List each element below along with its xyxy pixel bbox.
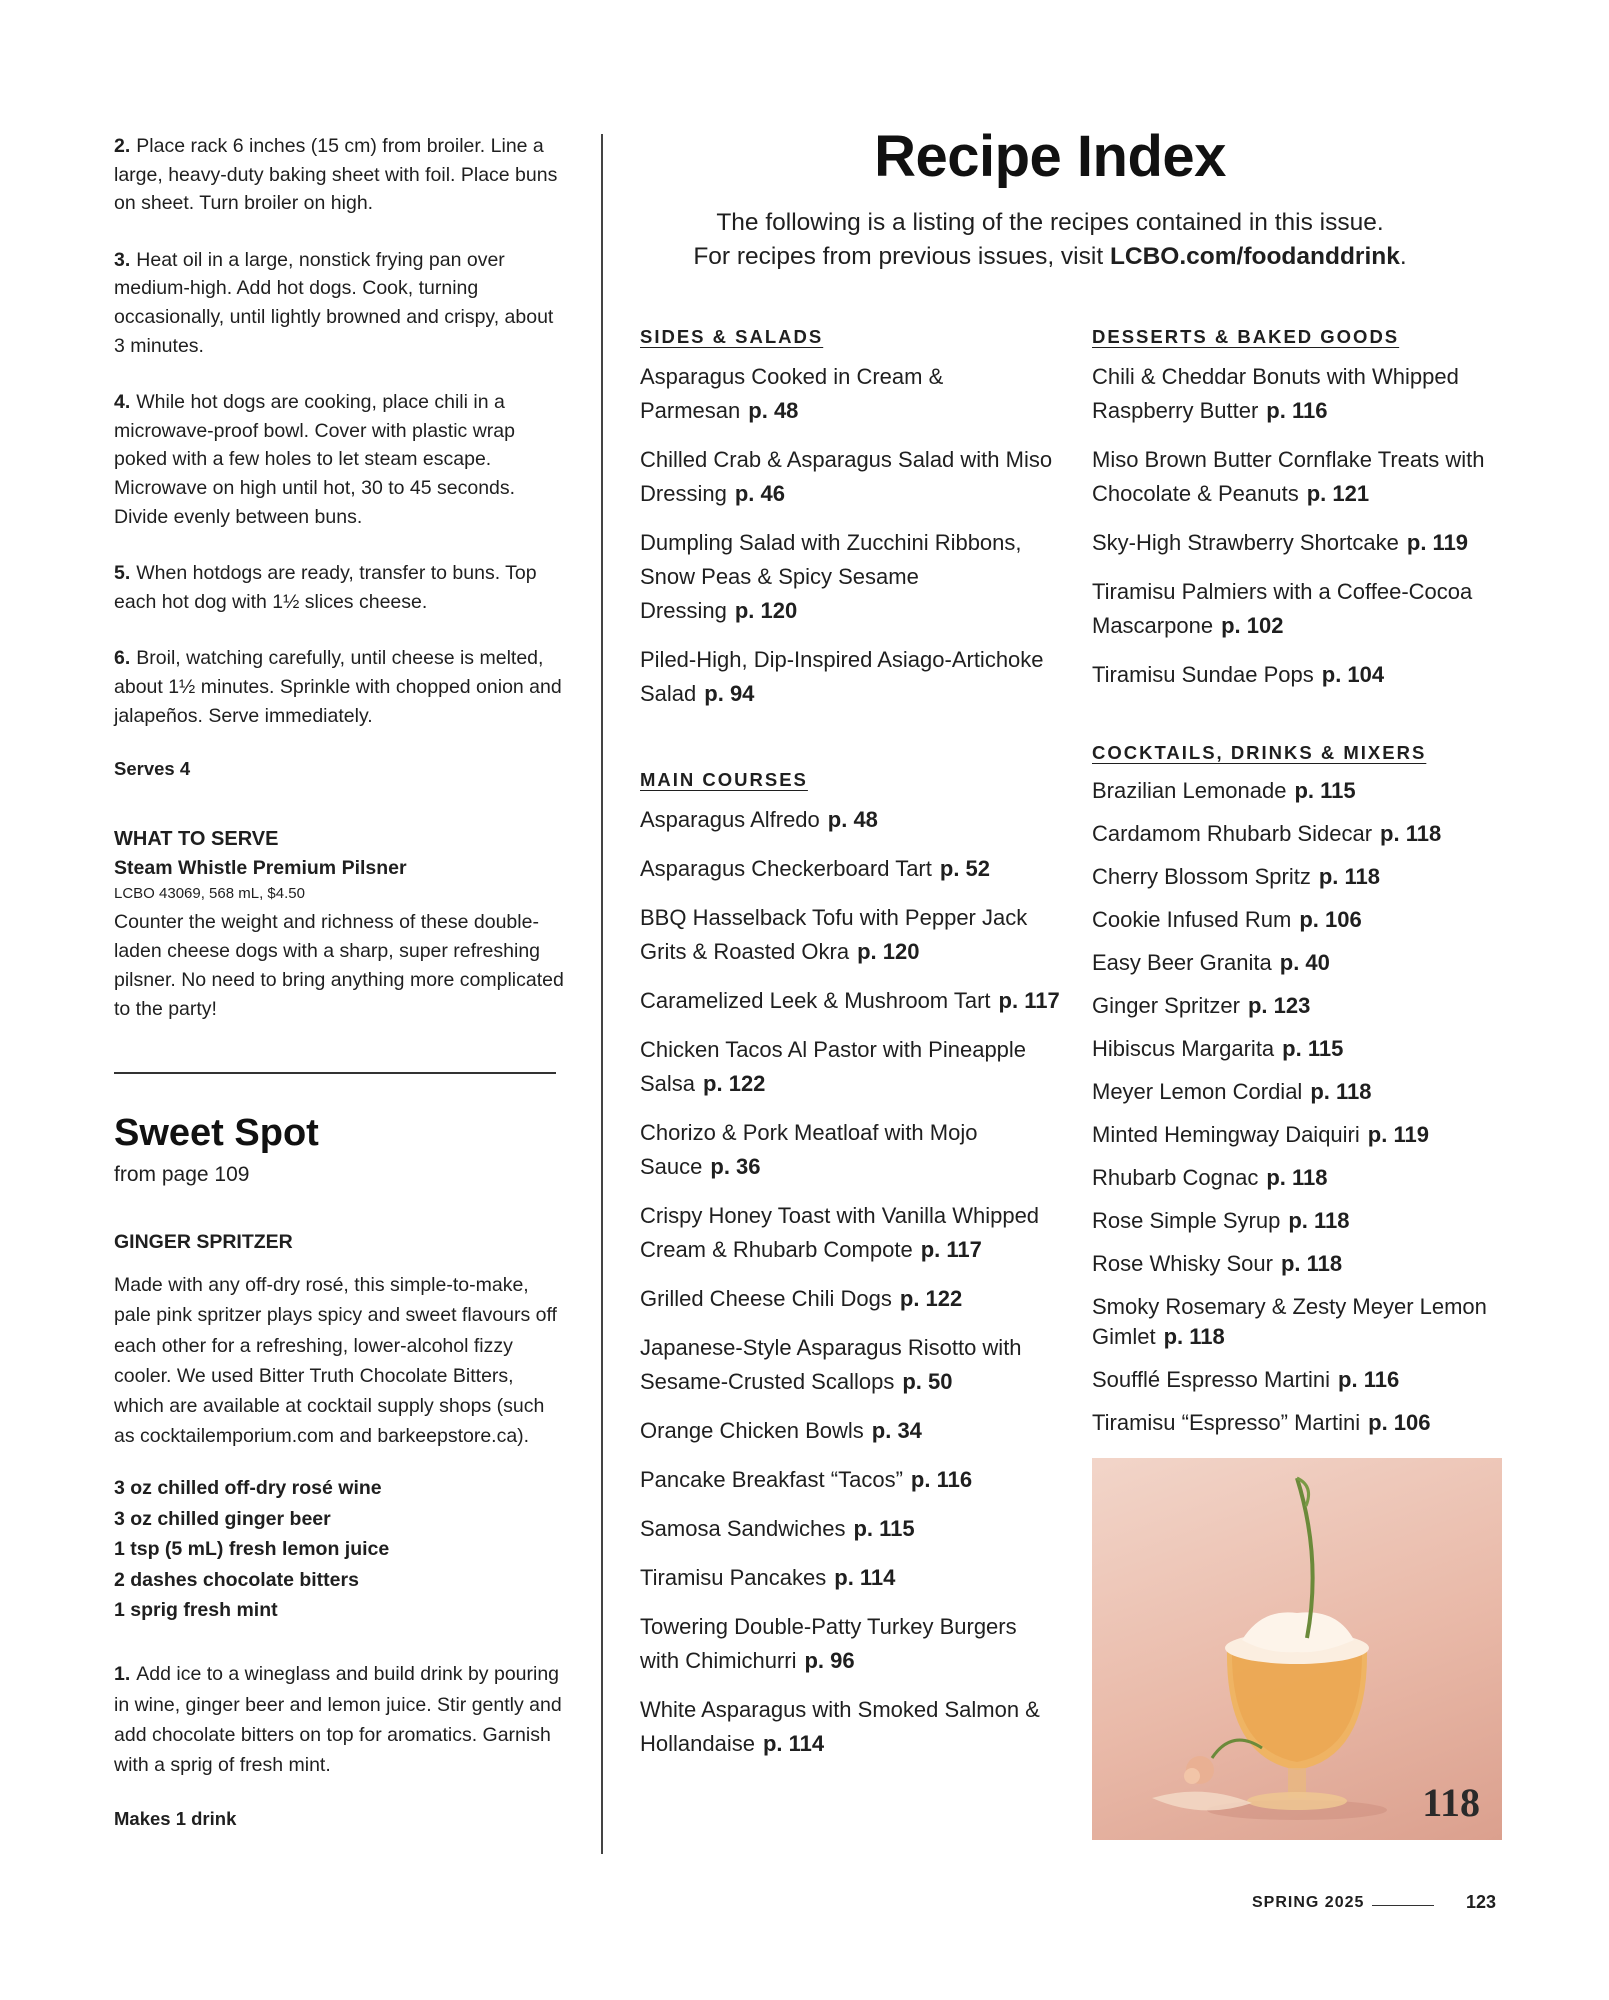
entry-page: p. 36 [710,1154,761,1179]
index-entry [1092,1292,1512,1352]
entry-name: Asparagus Checkerboard Tart [640,856,932,881]
wine-pairing-meta: LCBO 43069, 568 mL, $4.50 [114,885,305,903]
section-heading: DESSERTS & BAKED GOODS [1092,326,1400,347]
entry-name: Orange Chicken Bowls [640,1418,864,1443]
entry-name: BBQ Hasselback Tofu with Pepper Jack Grits & Roasted Okra [640,905,1028,964]
entry-page: p. 114 [834,1565,896,1590]
wine-pairing-description: Counter the weight and richness of these double-laden cheese dogs with a sharp, super refreshing pilsner. No need to bring anything more complicated to the party! [114,911,564,1021]
index-entry [640,1512,1060,1546]
entry-page: p. 117 [998,988,1060,1013]
entry-page: p. 52 [939,856,991,881]
recipe-continuation-column [114,132,564,1830]
ginger-spritzer-step [114,1659,564,1780]
footer-rule [1372,1905,1434,1906]
entry-name: Ginger Spritzer [1092,993,1240,1018]
entry-name: Asparagus Alfredo [640,807,820,832]
entry-page: p. 116 [1338,1367,1400,1392]
recipe-index-title: Recipe Index [874,124,1226,189]
ingredient: 3 oz chilled ginger beer [114,1507,331,1530]
method-step [114,388,564,531]
ingredient: 1 tsp (5 mL) fresh lemon juice [114,1538,390,1561]
page-reference-label: 118 [1422,1780,1480,1825]
index-entry [1092,1365,1512,1395]
index-entry [1092,1077,1512,1107]
step-text: Place rack 6 inches (15 cm) from broiler. Line a large, heavy-duty baking sheet with foil. Place buns on sheet. Turn broiler on high. [114,135,558,215]
entry-page: p. 122 [703,1071,766,1096]
entry-name: Brazilian Lemonade [1092,778,1287,803]
ginger-spritzer-description: Made with any off-dry rosé, this simple-to-make, pale pink spritzer plays spicy and sweet flavours off each other for a refreshing, lower-alcohol fizzy cooler. We used Bitter Truth Chocolate Bitters, which are available at cocktail supply shops (such as cocktailemporium.com and barkeepstore.ca). [114,1274,557,1448]
section-heading: COCKTAILS, DRINKS & MIXERS [1092,742,1427,763]
entry-page: p. 116 [1266,398,1328,423]
method-step [114,644,564,730]
entry-name: Cardamom Rhubarb Sidecar [1092,821,1373,846]
serves-note: Serves 4 [114,758,191,780]
entry-page: p. 115 [1294,778,1356,803]
cocktails-section [1092,740,1512,1438]
step-number: 6. [114,647,131,670]
index-entry [640,1033,1060,1101]
index-entry [1092,1120,1512,1150]
entry-page: p. 120 [857,939,920,964]
index-entry [1092,1408,1512,1438]
entry-name: Minted Hemingway Daiquiri [1092,1122,1360,1147]
index-entry [640,1414,1060,1448]
entry-name: Tiramisu Sundae Pops [1092,662,1314,687]
entry-page: p. 106 [1368,1410,1431,1435]
index-entry [640,643,1060,711]
index-column-left [640,324,1060,1776]
step-text: Heat oil in a large, nonstick frying pan over medium-high. Add hot dogs. Cook, turning occasionally, until lightly browned and crispy, about 3 minutes. [114,248,554,357]
entry-page: p. 102 [1221,613,1284,638]
step-text: Broil, watching carefully, until cheese is melted, about 1½ minutes. Sprinkle with chopped onion and jalapeños. Serve immediately. [114,647,562,727]
index-entry [640,1199,1060,1267]
index-entry [1092,360,1512,428]
entry-page: p. 46 [734,481,785,506]
entry-page: p. 118 [1318,864,1380,889]
index-entry [1092,1206,1512,1236]
entry-page: p. 118 [1280,1251,1343,1276]
entry-page: p. 48 [748,398,799,423]
entry-name: Pancake Breakfast “Tacos” [640,1467,903,1492]
entry-name: Sky-High Strawberry Shortcake [1092,530,1399,555]
yield-note: Makes 1 drink [114,1808,237,1830]
entry-page: p. 121 [1306,481,1370,506]
index-entry [640,803,1060,837]
entry-name: Smoky Rosemary & Zesty Meyer Lemon Gimlet [1092,1294,1487,1349]
recipe-index-intro [640,206,1460,274]
index-entry [1092,948,1512,978]
index-entry [1092,443,1512,511]
entry-page: p. 94 [704,681,755,706]
sides-salads-section [640,324,1060,711]
index-entry [1092,1163,1512,1193]
column-divider [601,134,603,1854]
entry-name: Cookie Infused Rum [1092,907,1292,932]
step-text: Add ice to a wineglass and build drink by pouring in wine, ginger beer and lemon juice. Stir gently and add chocolate bitters on top for aromatics. Garnish with a sprig of fresh mint. [114,1663,562,1776]
entry-name: Piled-High, Dip-Inspired Asiago-Artichoke Salad [640,647,1044,706]
index-entry [640,1610,1060,1678]
section-divider [114,1072,556,1074]
entry-name: Rose Whisky Sour [1092,1251,1273,1276]
entry-name: Chili & Cheddar Bonuts with Whipped Raspberry Butter [1092,364,1459,423]
index-entry [640,1693,1060,1761]
entry-name: Rhubarb Cognac [1092,1165,1259,1190]
index-entry [1092,905,1512,935]
entry-page: p. 115 [853,1516,915,1541]
entry-page: p. 96 [804,1648,855,1673]
entry-name: Tiramisu “Espresso” Martini [1092,1410,1361,1435]
entry-name: Caramelized Leek & Mushroom Tart [640,988,991,1013]
index-entry [1092,658,1512,692]
index-column-right [1092,324,1512,1451]
intro-line: The following is a listing of the recipes contained in this issue. [716,209,1384,236]
entry-name: Tiramisu Pancakes [640,1565,827,1590]
entry-name: Easy Beer Granita [1092,950,1272,975]
method-step [114,559,564,616]
index-entry [1092,776,1512,806]
page-number: 123 [1466,1892,1497,1912]
entry-page: p. 40 [1279,950,1330,975]
entry-page: p. 123 [1247,993,1311,1018]
entry-name: Chilled Crab & Asparagus Salad with Miso Dressing [640,447,1053,506]
sweet-spot-title: Sweet Spot [114,1112,319,1155]
index-entry [1092,862,1512,892]
ginger-spritzer-heading: GINGER SPRITZER [114,1231,293,1254]
entry-page: p. 114 [762,1731,825,1756]
page-footer [1252,1890,1502,1920]
step-number: 3. [114,248,131,271]
lcbo-link[interactable]: LCBO.com/foodanddrink [1109,243,1400,270]
section-heading: SIDES & SALADS [640,326,824,347]
index-entry [1092,991,1512,1021]
issue-season: SPRING 2025 [1252,1894,1365,1911]
cocktail-photo [1092,1458,1502,1840]
entry-page: p. 118 [1266,1165,1328,1190]
step-number: 1. [114,1663,131,1686]
index-entry [640,984,1060,1018]
entry-page: p. 106 [1299,907,1362,932]
entry-name: Asparagus Cooked in Cream & Parmesan [640,364,944,423]
index-entry [1092,1034,1512,1064]
entry-name: Towering Double-Patty Turkey Burgers with Chimichurri [640,1614,1017,1673]
section-heading: MAIN COURSES [640,769,808,790]
index-entry [640,360,1060,428]
desserts-section [1092,324,1512,692]
entry-name: Hibiscus Margarita [1092,1036,1275,1061]
index-entry [1092,526,1512,560]
entry-name: Grilled Cheese Chili Dogs [640,1286,892,1311]
entry-name: Cherry Blossom Spritz [1092,864,1311,889]
intro-punctuation: . [1399,243,1407,270]
entry-name: Samosa Sandwiches [640,1516,846,1541]
method-steps [114,132,564,730]
index-entry [640,1116,1060,1184]
step-number: 4. [114,391,131,414]
intro-text: For recipes from previous issues, visit [693,243,1110,270]
entry-page: p. 118 [1288,1208,1350,1233]
entry-name: Dumpling Salad with Zucchini Ribbons, Snow Peas & Spicy Sesame Dressing [640,530,1022,623]
entry-name: Tiramisu Palmiers with a Coffee-Cocoa Mascarpone [1092,579,1473,638]
index-entry [640,852,1060,886]
what-to-serve-heading: WHAT TO SERVE [114,828,279,851]
entry-name: Soufflé Espresso Martini [1092,1367,1331,1392]
entry-page: p. 48 [827,807,878,832]
step-number: 5. [114,562,131,585]
index-entry [640,526,1060,628]
entry-page: p. 118 [1163,1324,1225,1349]
entry-page: p. 104 [1321,662,1385,687]
index-entry [1092,1249,1512,1279]
index-entry [640,1463,1060,1497]
index-entry [640,901,1060,969]
step-number: 2. [114,135,131,157]
entry-name: Chicken Tacos Al Pastor with Pineapple Salsa [640,1037,1027,1096]
ingredient-list [114,1473,564,1625]
entry-page: p. 50 [902,1369,953,1394]
sweet-spot-source: from page 109 [114,1163,250,1187]
entry-page: p. 120 [734,598,798,623]
entry-name: Miso Brown Butter Cornflake Treats with Chocolate & Peanuts [1092,447,1485,506]
entry-page: p. 117 [920,1237,982,1262]
index-entry [640,1331,1060,1399]
entry-name: Meyer Lemon Cordial [1092,1079,1303,1104]
entry-page: p. 115 [1282,1036,1344,1061]
step-text: When hotdogs are ready, transfer to buns. Top each hot dog with 1½ slices cheese. [114,562,537,613]
entry-name: Rose Simple Syrup [1092,1208,1281,1233]
ingredient: 3 oz chilled off-dry rosé wine [114,1477,382,1500]
method-step [114,246,564,360]
index-entry [1092,819,1512,849]
ingredient: 2 dashes chocolate bitters [114,1568,359,1591]
main-courses-section [640,767,1060,1761]
index-entry [640,443,1060,511]
wine-pairing-name: Steam Whistle Premium Pilsner [114,857,407,880]
index-entry [1092,575,1512,643]
entry-page: p. 119 [1367,1122,1429,1147]
entry-name: White Asparagus with Smoked Salmon & Hollandaise [640,1697,1040,1756]
method-step [114,132,564,218]
entry-page: p. 116 [910,1467,973,1492]
entry-page: p. 118 [1310,1079,1372,1104]
index-entry [640,1561,1060,1595]
ingredient: 1 sprig fresh mint [114,1598,278,1621]
entry-page: p. 34 [871,1418,922,1443]
entry-name: Japanese-Style Asparagus Risotto with Sesame-Crusted Scallops [640,1335,1022,1394]
step-text: While hot dogs are cooking, place chili in a microwave-proof bowl. Cover with plastic wrap poked with a few holes to let steam escape. Microwave on high until hot, 30 to 45 seconds. Divide evenly between buns. [114,391,516,528]
entry-page: p. 119 [1406,530,1469,555]
entry-page: p. 122 [899,1286,963,1311]
intro-line [640,240,1460,274]
entry-name: Crispy Honey Toast with Vanilla Whipped Cream & Rhubarb Compote [640,1203,1040,1262]
entry-name: Chorizo & Pork Meatloaf with Mojo Sauce [640,1120,978,1179]
index-entry [640,1282,1060,1316]
entry-page: p. 118 [1380,821,1442,846]
